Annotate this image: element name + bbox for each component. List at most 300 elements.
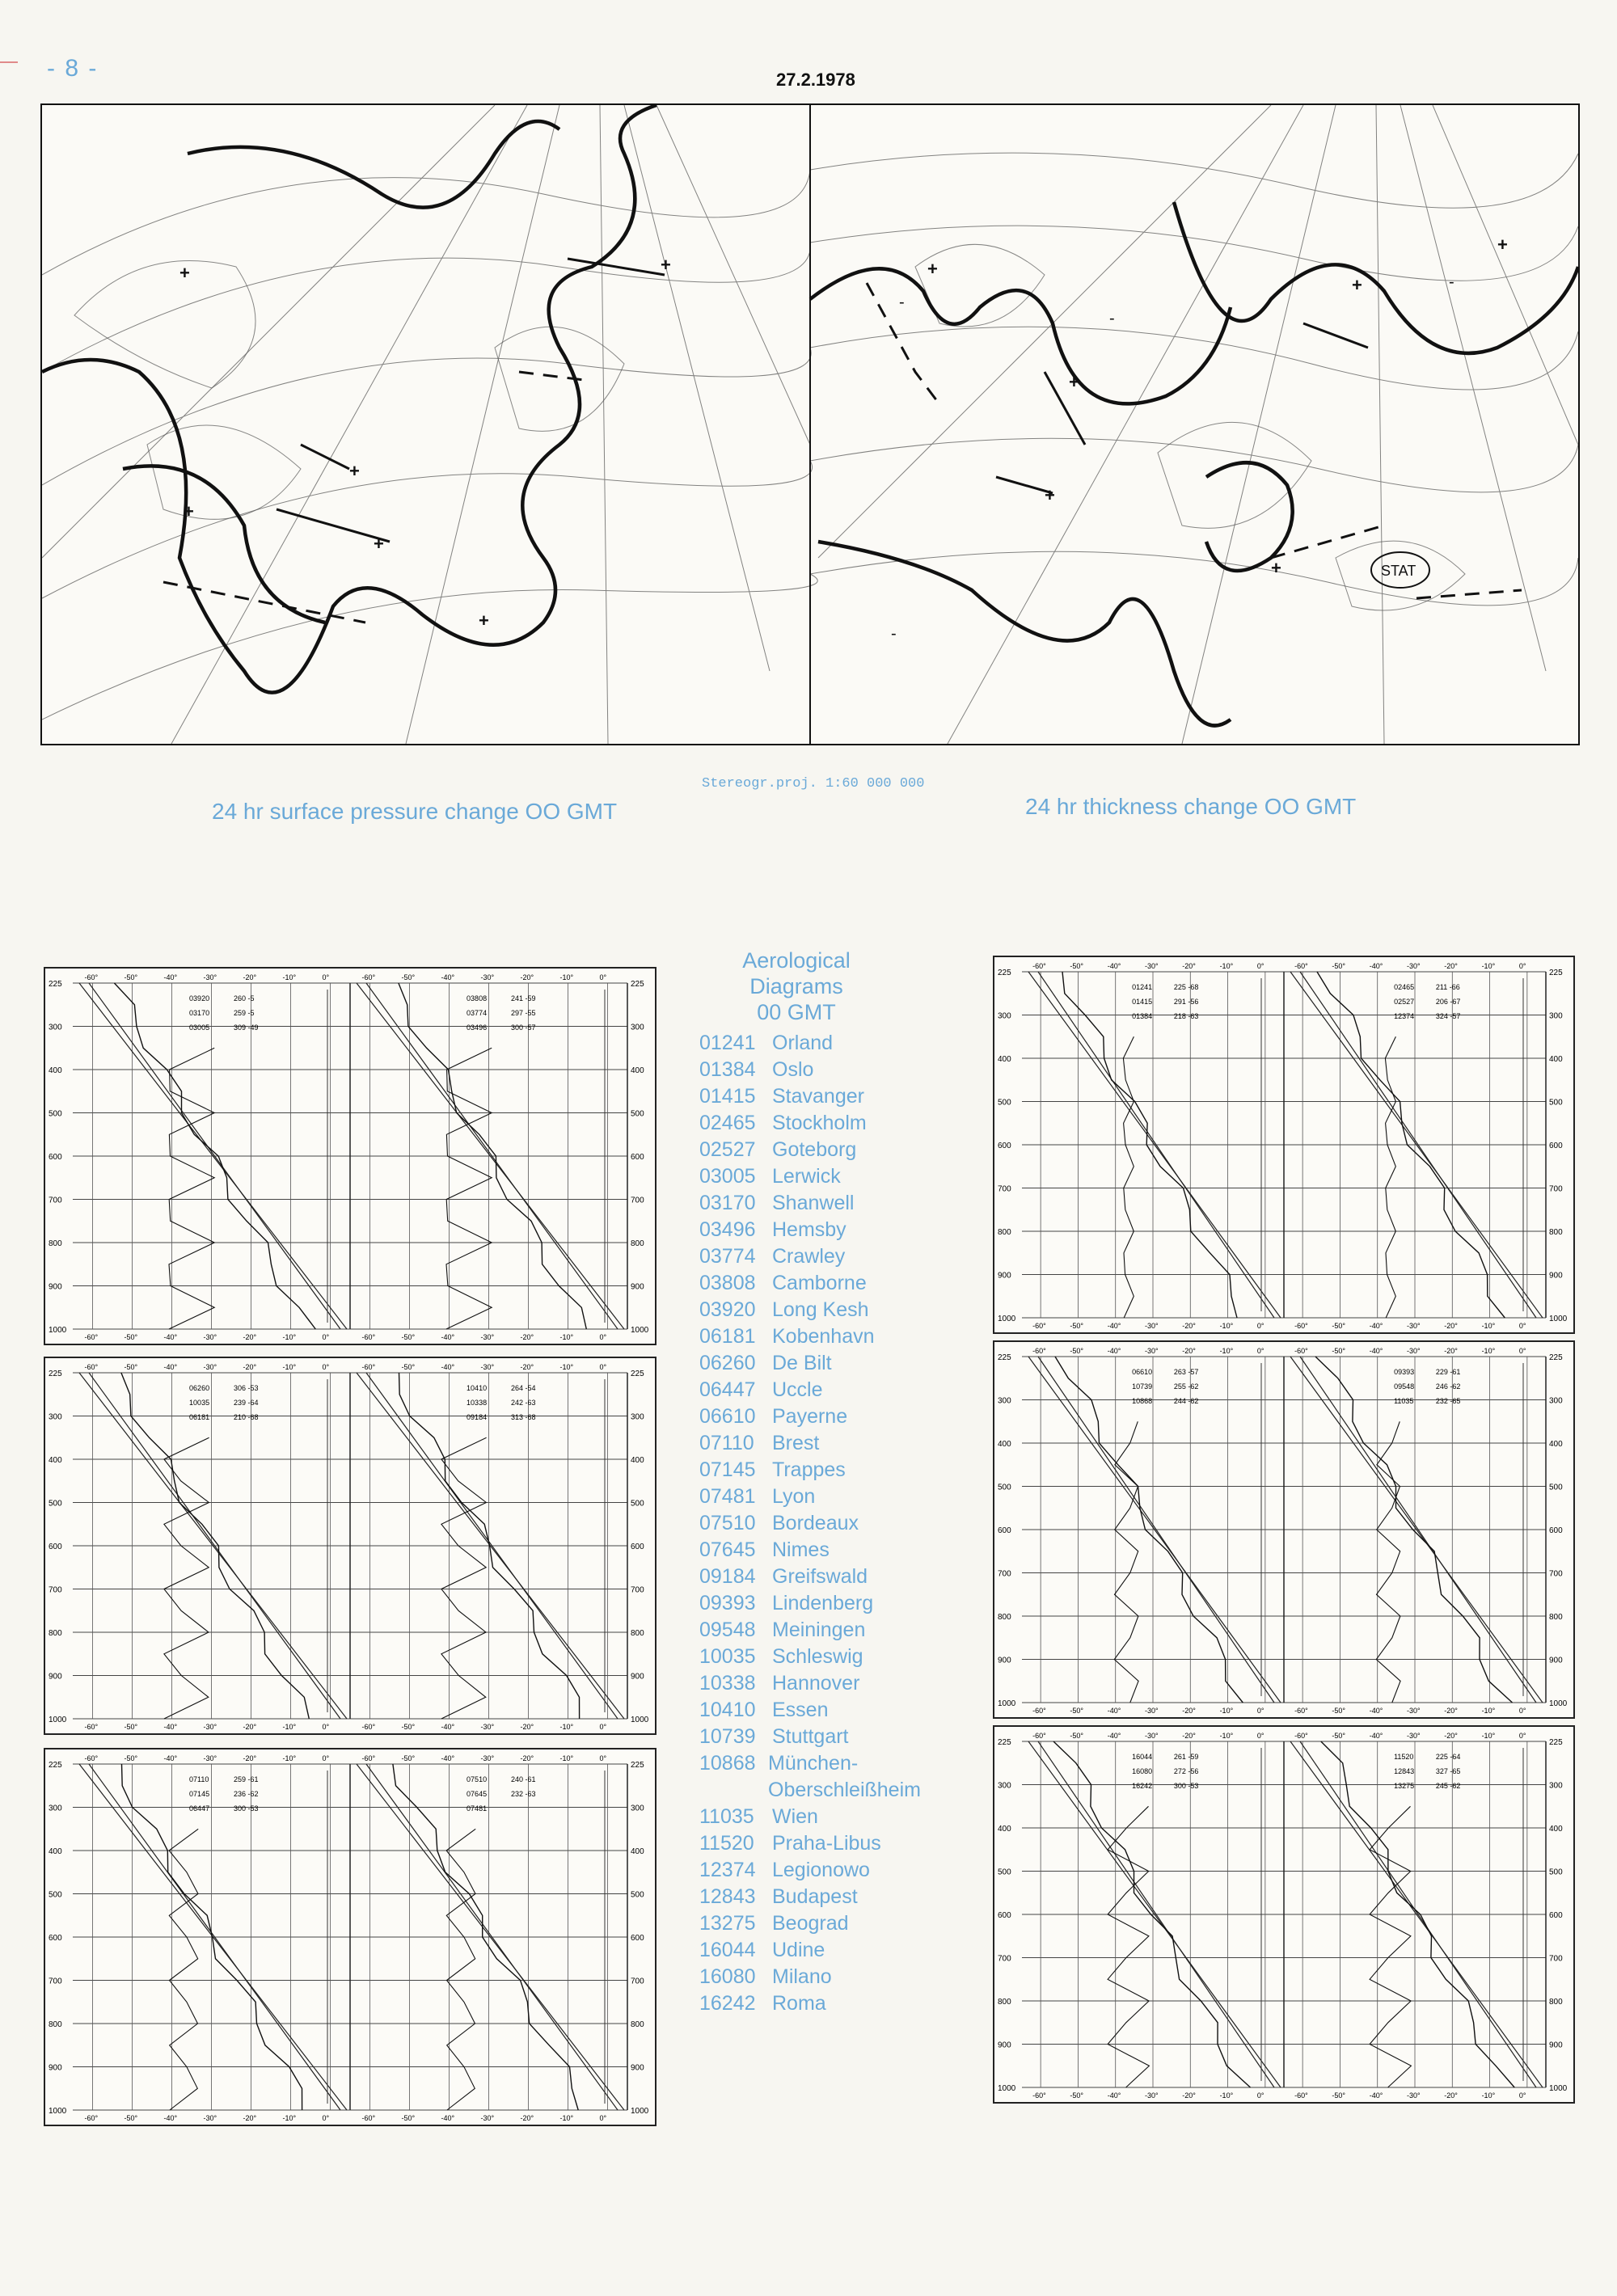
svg-text:+: + <box>179 263 190 283</box>
temp-tick: -30° <box>480 1754 495 1762</box>
pressure-label: 1000 <box>998 1315 1016 1323</box>
temp-tick: -10° <box>282 973 297 981</box>
pressure-label: 300 <box>49 1804 62 1813</box>
pressure-label: 800 <box>1549 1998 1563 2007</box>
pressure-label: 700 <box>49 1196 62 1205</box>
station-id: 06181 <box>189 1413 210 1421</box>
pressure-label: 400 <box>1549 1825 1563 1834</box>
station-list-item <box>699 1297 966 1323</box>
projection-note: Stereogr.proj. 1:60 000 000 <box>702 776 925 791</box>
temp-tick: -20° <box>1444 1322 1458 1330</box>
temp-tick: -10° <box>559 973 574 981</box>
station-code: 10338 <box>699 1672 756 1695</box>
dewpoint-sounding <box>1385 1036 1395 1318</box>
pressure-label: 1000 <box>631 1326 649 1335</box>
pressure-label: 900 <box>49 2063 62 2073</box>
station-name: Wien <box>772 1805 818 1828</box>
station-code: 16080 <box>699 1965 756 1988</box>
temp-tick: -50° <box>1332 962 1346 970</box>
station-id: 07145 <box>189 1790 210 1798</box>
temp-tick: 0° <box>1256 1732 1264 1740</box>
pressure-label: 400 <box>631 1066 644 1075</box>
temp-tick: -10° <box>1219 1732 1234 1740</box>
station-id: 07645 <box>467 1790 488 1798</box>
station-code: 10868 <box>699 1752 756 1775</box>
temp-tick: -60° <box>84 1723 99 1731</box>
temp-tick: -60° <box>1294 2091 1308 2100</box>
tropopause-value: 242 -63 <box>510 1399 536 1407</box>
tropopause-value: 225 -68 <box>1173 983 1199 991</box>
station-id: 01241 <box>1132 983 1153 991</box>
pressure-label: 600 <box>631 1543 644 1551</box>
pressure-label: 600 <box>631 1153 644 1162</box>
station-id: 10868 <box>1132 1397 1153 1405</box>
dewpoint-sounding <box>169 1829 198 2110</box>
temp-tick: -40° <box>1107 1347 1121 1355</box>
pressure-label: 900 <box>1549 2041 1563 2050</box>
station-name: Lyon <box>772 1485 816 1508</box>
pressure-label: 300 <box>1549 1781 1563 1791</box>
pressure-label: 1000 <box>49 2107 67 2116</box>
pressure-label: 600 <box>631 1934 644 1943</box>
station-list-item <box>699 1910 966 1937</box>
station-code: 06260 <box>699 1352 756 1374</box>
station-list-item <box>699 1137 966 1163</box>
temp-tick: 0° <box>1256 1347 1264 1355</box>
temp-tick: -10° <box>559 2114 574 2122</box>
tropopause-value: 300 -57 <box>510 1023 536 1032</box>
temp-tick: -60° <box>361 1333 376 1341</box>
pressure-label: 225 <box>998 1738 1011 1747</box>
station-name: Hemsby <box>772 1218 846 1241</box>
svg-text:+: + <box>1271 558 1281 578</box>
station-code: 07110 <box>699 1432 754 1454</box>
temp-tick: -20° <box>1444 2091 1458 2100</box>
pressure-label: 1000 <box>1549 2084 1568 2093</box>
station-list-item <box>699 1323 966 1350</box>
station-code: 16044 <box>699 1939 756 1961</box>
pressure-label: 300 <box>631 1023 644 1032</box>
svg-text:-: - <box>1449 273 1454 291</box>
temp-tick: -50° <box>1332 2091 1346 2100</box>
station-code: 03808 <box>699 1272 756 1294</box>
svg-text:-: - <box>891 625 897 643</box>
temp-tick: -20° <box>1182 1322 1196 1330</box>
dewpoint-sounding <box>1370 1806 1411 2087</box>
station-code: 11520 <box>699 1832 754 1855</box>
pressure-label: 225 <box>631 980 644 989</box>
station-id: 03920 <box>189 994 210 1002</box>
temp-tick: -50° <box>1070 2091 1084 2100</box>
temp-tick: -60° <box>84 1363 99 1371</box>
station-id: 02527 <box>1394 998 1415 1006</box>
pressure-label: 400 <box>49 1066 62 1075</box>
temp-tick: -60° <box>1294 1707 1308 1715</box>
pressure-label: 500 <box>998 1098 1011 1108</box>
temp-tick: -40° <box>163 1754 178 1762</box>
temp-tick: 0° <box>1256 962 1264 970</box>
temp-tick: -20° <box>520 1363 534 1371</box>
tropopause-value: 255 -62 <box>1173 1382 1199 1391</box>
station-name: Lindenberg <box>772 1592 874 1614</box>
temp-tick: -40° <box>163 973 178 981</box>
temp-tick: -30° <box>480 1363 495 1371</box>
temp-tick: -60° <box>84 973 99 981</box>
temp-tick: -20° <box>1182 962 1196 970</box>
station-code: 07510 <box>699 1512 756 1534</box>
legend-title-line: 00 GMT <box>757 1000 836 1024</box>
pressure-label: 900 <box>998 2041 1011 2050</box>
aero-diagram-R3 <box>993 1725 1575 2104</box>
station-name: Oslo <box>772 1058 814 1081</box>
tropopause-value: 232 -63 <box>510 1790 536 1798</box>
temp-tick: -40° <box>163 1333 178 1341</box>
temp-tick: 0° <box>599 1723 607 1731</box>
pressure-label: 700 <box>1549 1184 1563 1194</box>
pressure-label: 800 <box>49 2020 62 2029</box>
station-list-item <box>699 1350 966 1377</box>
dewpoint-sounding <box>1114 1421 1138 1703</box>
pressure-label: 600 <box>1549 1911 1563 1920</box>
svg-text:+: + <box>1497 234 1508 255</box>
aero-svg <box>994 1727 1573 2102</box>
aero-diagram-L3 <box>44 1748 657 2126</box>
pressure-label: 800 <box>998 1228 1011 1237</box>
station-list-item <box>699 1590 966 1617</box>
station-list-item <box>699 1830 966 1857</box>
tropopause-value: 327 -65 <box>1435 1767 1461 1775</box>
temp-tick: 0° <box>599 1333 607 1341</box>
tropopause-value: 297 -55 <box>510 1009 536 1017</box>
stat-label <box>1371 552 1429 588</box>
temp-tick: -30° <box>1407 1322 1421 1330</box>
station-id: 07110 <box>189 1775 209 1783</box>
station-name: Stockholm <box>772 1112 867 1134</box>
temp-tick: -40° <box>1369 2091 1383 2100</box>
aero-diagram-R2 <box>993 1340 1575 1719</box>
tropopause-value: 313 -68 <box>510 1413 536 1421</box>
station-code: 11035 <box>699 1805 754 1828</box>
station-list-item <box>699 1243 966 1270</box>
pressure-label: 225 <box>998 1353 1011 1362</box>
temp-tick: -30° <box>480 2114 495 2122</box>
temp-tick: -60° <box>1294 1347 1308 1355</box>
temp-tick: 0° <box>322 1333 330 1341</box>
pressure-label: 800 <box>1549 1613 1563 1622</box>
pressure-label: 700 <box>49 1977 62 1986</box>
pressure-label: 900 <box>1549 1271 1563 1281</box>
station-id: 12843 <box>1394 1767 1415 1775</box>
station-name: Shanwell <box>772 1192 855 1214</box>
tropopause-value: 291 -56 <box>1173 998 1199 1006</box>
temp-tick: -20° <box>520 1333 534 1341</box>
temp-tick: -10° <box>1219 2091 1234 2100</box>
pressure-label: 700 <box>1549 1569 1563 1579</box>
temp-tick: -50° <box>401 1723 416 1731</box>
temp-tick: 0° <box>1518 2091 1526 2100</box>
tropopause-value: 264 -54 <box>510 1384 536 1392</box>
aero-svg <box>45 1358 655 1733</box>
pressure-label: 700 <box>998 1569 1011 1579</box>
temp-tick: -10° <box>1481 1707 1496 1715</box>
station-list-item <box>699 1190 966 1217</box>
station-list <box>699 1030 966 2017</box>
pressure-label: 225 <box>49 980 62 989</box>
temp-tick: -60° <box>1032 1347 1046 1355</box>
temp-tick: -20° <box>520 2114 534 2122</box>
pressure-label: 700 <box>631 1196 644 1205</box>
station-name: Lerwick <box>772 1165 841 1188</box>
station-code: 10739 <box>699 1725 756 1748</box>
pressure-label: 600 <box>49 1934 62 1943</box>
station-list-item <box>699 1670 966 1697</box>
tropopause-value: 236 -62 <box>233 1790 259 1798</box>
pressure-label: 225 <box>1549 1738 1563 1747</box>
tropopause-value: 240 -61 <box>510 1775 536 1783</box>
temp-tick: 0° <box>599 973 607 981</box>
temp-tick: -40° <box>1369 1732 1383 1740</box>
temp-tick: -60° <box>84 1333 99 1341</box>
station-id: 16044 <box>1132 1753 1153 1761</box>
station-code: 07145 <box>699 1458 756 1481</box>
temp-tick: -50° <box>124 1754 138 1762</box>
station-code: 07645 <box>699 1538 756 1561</box>
tropopause-value: 263 -57 <box>1173 1368 1199 1376</box>
temp-tick: 0° <box>1518 1732 1526 1740</box>
temp-tick: -40° <box>1107 2091 1121 2100</box>
pressure-label: 800 <box>998 1998 1011 2007</box>
temp-tick: -60° <box>1032 1707 1046 1715</box>
dewpoint-sounding <box>446 1048 492 1329</box>
pressure-label: 700 <box>631 1585 644 1595</box>
temp-tick: -50° <box>401 1333 416 1341</box>
station-id: 03808 <box>467 994 488 1002</box>
temp-tick: -30° <box>480 973 495 981</box>
dewpoint-sounding <box>169 1048 214 1329</box>
station-list-item <box>699 1030 966 1057</box>
temp-tick: -30° <box>1407 1707 1421 1715</box>
station-list-item <box>699 1403 966 1430</box>
station-code: 09184 <box>699 1565 756 1588</box>
station-name: Nimes <box>772 1538 830 1561</box>
dewpoint-sounding <box>441 1437 487 1719</box>
temp-tick: -30° <box>1145 1347 1159 1355</box>
station-code: 09393 <box>699 1592 756 1614</box>
temp-tick: -50° <box>124 1723 138 1731</box>
pressure-label: 1000 <box>1549 1699 1568 1708</box>
tropopause-value: 218 -63 <box>1173 1012 1199 1020</box>
tropopause-value: 241 -59 <box>510 994 536 1002</box>
temp-tick: -60° <box>361 1363 376 1371</box>
temp-tick: -20° <box>1182 1707 1196 1715</box>
temp-tick: -10° <box>282 1333 297 1341</box>
temp-tick: -20° <box>1182 1732 1196 1740</box>
temp-tick: -40° <box>441 1723 455 1731</box>
station-id: 06260 <box>189 1384 210 1392</box>
pressure-label: 400 <box>998 1440 1011 1449</box>
station-code: 06610 <box>699 1405 756 1428</box>
station-code: 02465 <box>699 1112 756 1134</box>
temp-tick: -60° <box>361 973 376 981</box>
station-list-item <box>699 1964 966 1990</box>
station-list-item <box>699 1564 966 1590</box>
temp-tick: -10° <box>282 1363 297 1371</box>
station-id: 07510 <box>467 1775 488 1783</box>
pressure-label: 900 <box>998 1656 1011 1665</box>
pressure-label: 1000 <box>998 2084 1016 2093</box>
station-code: 16242 <box>699 1992 756 2015</box>
station-code: 01384 <box>699 1058 756 1081</box>
temp-tick: -40° <box>1369 962 1383 970</box>
pressure-label: 700 <box>49 1585 62 1595</box>
tropopause-value: 210 -68 <box>233 1413 259 1421</box>
temp-tick: -10° <box>1219 1707 1234 1715</box>
right-map-caption: 24 hr thickness change OO GMT <box>1025 794 1357 819</box>
temp-tick: -30° <box>1145 1732 1159 1740</box>
station-code: 10410 <box>699 1699 756 1721</box>
pressure-label: 800 <box>49 1239 62 1248</box>
pressure-label: 700 <box>631 1977 644 1986</box>
temp-tick: -10° <box>1219 1322 1234 1330</box>
tropopause-value: 244 -62 <box>1173 1397 1199 1405</box>
station-name: Beograd <box>772 1912 849 1935</box>
temp-tick: -60° <box>1032 1322 1046 1330</box>
station-list-item <box>699 1377 966 1403</box>
pressure-label: 900 <box>631 1672 644 1682</box>
temp-tick: -30° <box>480 1723 495 1731</box>
left-map-caption: 24 hr surface pressure change OO GMT <box>212 799 618 824</box>
station-list-item <box>699 1750 966 1804</box>
pressure-label: 300 <box>1549 1011 1563 1021</box>
station-name: Milano <box>772 1965 832 1988</box>
pressure-label: 400 <box>998 1055 1011 1064</box>
station-code: 03005 <box>699 1165 756 1188</box>
temp-tick: -10° <box>1219 1347 1234 1355</box>
temp-tick: 0° <box>1256 1707 1264 1715</box>
temp-tick: -10° <box>1481 1732 1496 1740</box>
temp-tick: -30° <box>203 973 217 981</box>
station-name: Stuttgart <box>772 1725 849 1748</box>
temp-tick: -30° <box>203 1333 217 1341</box>
station-list-item <box>699 1537 966 1564</box>
temp-tick: -40° <box>163 1363 178 1371</box>
pressure-label: 900 <box>49 1282 62 1292</box>
station-list-item <box>699 1110 966 1137</box>
station-list-item <box>699 1697 966 1724</box>
pressure-label: 300 <box>631 1804 644 1813</box>
aero-svg <box>45 969 655 1344</box>
pressure-label: 225 <box>1549 969 1563 977</box>
temp-tick: -30° <box>480 1333 495 1341</box>
station-id: 10338 <box>467 1399 488 1407</box>
pressure-label: 225 <box>998 969 1011 977</box>
station-id: 10739 <box>1132 1382 1153 1391</box>
station-id: 09548 <box>1394 1382 1415 1391</box>
station-name: Kobenhavn <box>772 1325 875 1348</box>
station-id: 10410 <box>467 1384 488 1392</box>
temp-tick: -30° <box>1145 962 1159 970</box>
tropopause-value: 211 -66 <box>1435 983 1460 991</box>
aero-diagram-L1 <box>44 967 657 1345</box>
station-name: Praha-Libus <box>772 1832 881 1855</box>
station-list-item <box>699 1937 966 1964</box>
temp-tick: -50° <box>401 1363 416 1371</box>
temp-tick: -50° <box>1070 1347 1084 1355</box>
station-name: Greifswald <box>772 1565 868 1588</box>
station-list-item <box>699 1430 966 1457</box>
station-id: 09393 <box>1394 1368 1415 1376</box>
tropopause-value: 324 -57 <box>1435 1012 1461 1020</box>
pressure-label: 500 <box>631 1109 644 1119</box>
temp-tick: -10° <box>282 2114 297 2122</box>
station-code: 03496 <box>699 1218 756 1241</box>
temp-tick: -50° <box>124 1363 138 1371</box>
station-name: Legionowo <box>772 1859 870 1881</box>
dewpoint-sounding <box>164 1437 209 1719</box>
station-code: 06447 <box>699 1378 756 1401</box>
temp-tick: -10° <box>282 1754 297 1762</box>
pressure-label: 600 <box>49 1153 62 1162</box>
svg-text:+: + <box>374 534 384 554</box>
station-list-item <box>699 1857 966 1884</box>
pressure-label: 600 <box>998 1911 1011 1920</box>
temp-tick: -20° <box>520 1754 534 1762</box>
temp-tick: -60° <box>361 1754 376 1762</box>
temp-tick: -10° <box>559 1754 574 1762</box>
temp-tick: -50° <box>1332 1347 1346 1355</box>
temp-tick: -20° <box>520 1723 534 1731</box>
station-list-item <box>699 1057 966 1083</box>
station-id: 16080 <box>1132 1767 1153 1775</box>
pressure-label: 600 <box>998 1142 1011 1150</box>
temp-tick: -20° <box>520 973 534 981</box>
pressure-label: 700 <box>1549 1954 1563 1964</box>
temp-tick: -50° <box>401 973 416 981</box>
temp-tick: -40° <box>1369 1322 1383 1330</box>
station-list-item <box>699 1457 966 1484</box>
dewpoint-sounding <box>446 1829 475 2110</box>
pressure-label: 500 <box>1549 1098 1563 1108</box>
legend-title <box>699 948 893 1025</box>
weather-maps <box>40 103 1580 745</box>
pressure-label: 300 <box>631 1412 644 1422</box>
temp-tick: -20° <box>1444 962 1458 970</box>
pressure-label: 500 <box>49 1890 62 1900</box>
station-name: Uccle <box>772 1378 823 1401</box>
station-name: Long Kesh <box>772 1298 869 1321</box>
pressure-label: 700 <box>998 1954 1011 1964</box>
tropopause-value: 229 -61 <box>1435 1368 1461 1376</box>
pressure-label: 300 <box>49 1412 62 1422</box>
temp-tick: -40° <box>1369 1347 1383 1355</box>
temp-tick: -40° <box>1107 962 1121 970</box>
station-code: 01415 <box>699 1085 756 1108</box>
station-code: 06181 <box>699 1325 756 1348</box>
station-id: 11520 <box>1394 1753 1414 1761</box>
station-list-item <box>699 1990 966 2017</box>
tropopause-value: 309 -49 <box>233 1023 259 1032</box>
station-name: Trappes <box>772 1458 846 1481</box>
temp-tick: -20° <box>243 1363 257 1371</box>
temp-tick: -50° <box>401 2114 416 2122</box>
temp-tick: 0° <box>322 2114 330 2122</box>
maps-svg <box>42 105 1578 744</box>
pressure-label: 500 <box>1549 1868 1563 1877</box>
tropopause-value: 246 -62 <box>1435 1382 1461 1391</box>
temp-tick: 0° <box>322 1754 330 1762</box>
station-list-item <box>699 1484 966 1510</box>
temp-tick: -40° <box>441 2114 455 2122</box>
